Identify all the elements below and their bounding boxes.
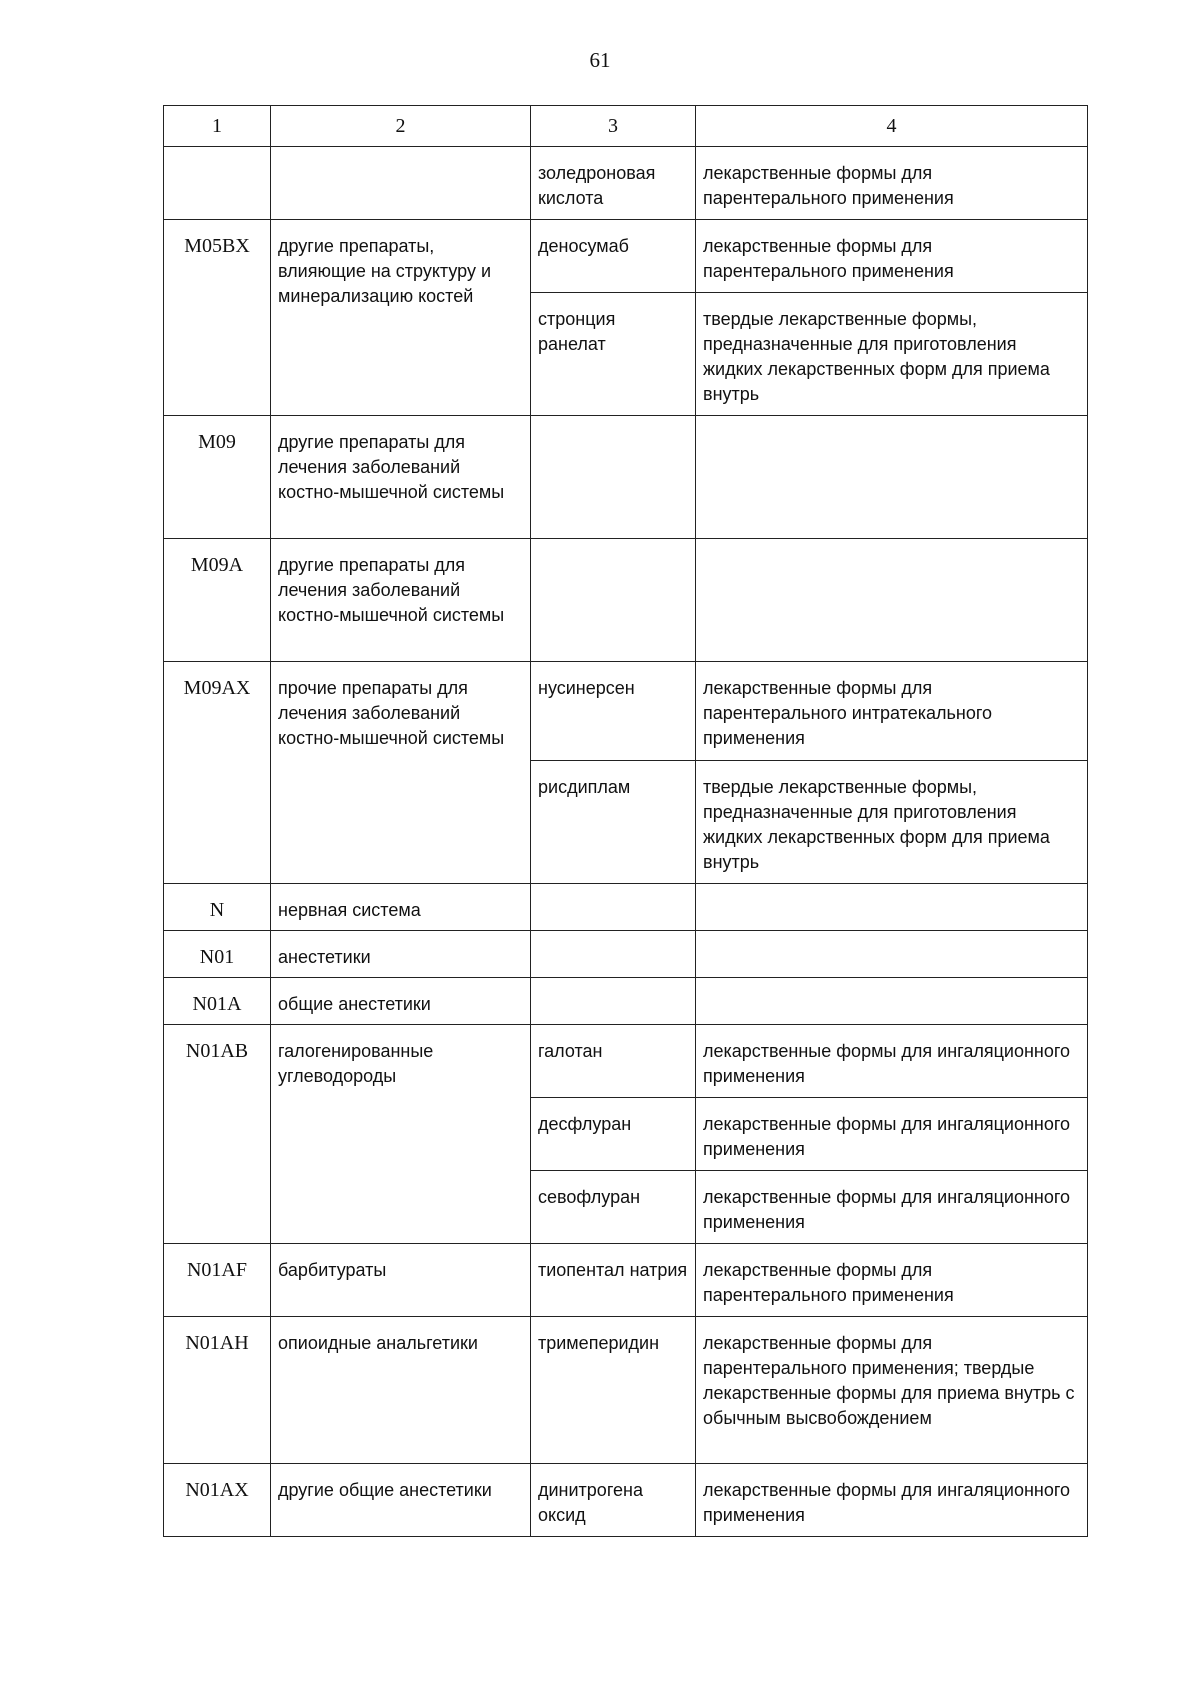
drug-name-cell: галотан [531,1025,696,1098]
table-row [164,416,1088,539]
group-name-cell: другие препараты для лечения заболеваний костно-мышечной системы [271,539,531,662]
dosage-form-cell: твердые лекарственные формы, предназначенные для приготовления жидких лекарственных форм для приема внутрь [696,293,1088,416]
table-row [164,1025,1088,1098]
group-name-cell: анестетики [271,931,531,978]
table-row [164,662,1088,761]
drug-name-cell: десфлуран [531,1098,696,1171]
drug-name-cell: тримеперидин [531,1317,696,1464]
group-name-cell [271,147,531,220]
drug-name-cell [531,416,696,539]
atc-code-cell: M09 [164,416,271,539]
page-number: 61 [589,48,611,72]
dosage-form-cell [696,884,1088,931]
table-row [164,147,1088,220]
atc-code-cell: N01AH [164,1317,271,1464]
group-name-cell: другие общие анестетики [271,1464,531,1537]
drug-name-cell [531,931,696,978]
dosage-form-cell: лекарственные формы для парентерального интратекального применения [696,662,1088,761]
group-name-cell: опиоидные анальгетики [271,1317,531,1464]
drug-name-cell: тиопентал натрия [531,1244,696,1317]
dosage-form-cell: лекарственные формы для парентерального применения [696,147,1088,220]
drug-name-cell [531,884,696,931]
group-name-cell: галогенированные углеводороды [271,1025,531,1244]
group-name-cell: другие препараты, влияющие на структуру и минерализацию костей [271,220,531,416]
atc-code-cell [164,147,271,220]
atc-code-cell: M05BX [164,220,271,416]
table-row [164,539,1088,662]
column-header-1: 1 [164,106,271,147]
drug-name-cell: рисдиплам [531,761,696,884]
table-row [164,931,1088,978]
table-row [164,1464,1088,1537]
drug-name-cell [531,539,696,662]
group-name-cell: прочие препараты для лечения заболеваний костно-мышечной системы [271,662,531,884]
atc-code-cell: N01AF [164,1244,271,1317]
drug-name-cell: динитрогена оксид [531,1464,696,1537]
atc-code-cell: M09A [164,539,271,662]
group-name-cell: другие препараты для лечения заболеваний костно-мышечной системы [271,416,531,539]
table-row [164,220,1088,293]
medication-table [163,105,1088,1537]
dosage-form-cell: лекарственные формы для парентерального применения [696,1244,1088,1317]
table-header-row [164,106,1088,147]
atc-code-cell: N01AX [164,1464,271,1537]
dosage-form-cell [696,539,1088,662]
table-row [164,884,1088,931]
table-row [164,1244,1088,1317]
column-header-2: 2 [271,106,531,147]
group-name-cell: нервная система [271,884,531,931]
dosage-form-cell: лекарственные формы для парентерального применения [696,220,1088,293]
dosage-form-cell: лекарственные формы для парентерального применения; твердые лекарственные формы для приема внутрь с обычным высвобождением [696,1317,1088,1464]
dosage-form-cell: лекарственные формы для ингаляционного применения [696,1464,1088,1537]
drug-name-cell: золедроновая кислота [531,147,696,220]
dosage-form-cell: лекарственные формы для ингаляционного применения [696,1025,1088,1098]
atc-code-cell: N [164,884,271,931]
dosage-form-cell: лекарственные формы для ингаляционного применения [696,1098,1088,1171]
drug-name-cell: деносумаб [531,220,696,293]
drug-name-cell: севофлуран [531,1171,696,1244]
drug-name-cell: стронция ранелат [531,293,696,416]
dosage-form-cell: лекарственные формы для ингаляционного применения [696,1171,1088,1244]
dosage-form-cell: твердые лекарственные формы, предназначенные для приготовления жидких лекарственных форм для приема внутрь [696,761,1088,884]
column-header-4: 4 [696,106,1088,147]
atc-code-cell: N01 [164,931,271,978]
atc-code-cell: N01AB [164,1025,271,1244]
dosage-form-cell [696,416,1088,539]
group-name-cell: общие анестетики [271,978,531,1025]
drug-name-cell [531,978,696,1025]
table-row [164,978,1088,1025]
column-header-3: 3 [531,106,696,147]
dosage-form-cell [696,978,1088,1025]
drug-name-cell: нусинерсен [531,662,696,761]
group-name-cell: барбитураты [271,1244,531,1317]
atc-code-cell: M09AX [164,662,271,884]
dosage-form-cell [696,931,1088,978]
table-row [164,1317,1088,1464]
atc-code-cell: N01A [164,978,271,1025]
